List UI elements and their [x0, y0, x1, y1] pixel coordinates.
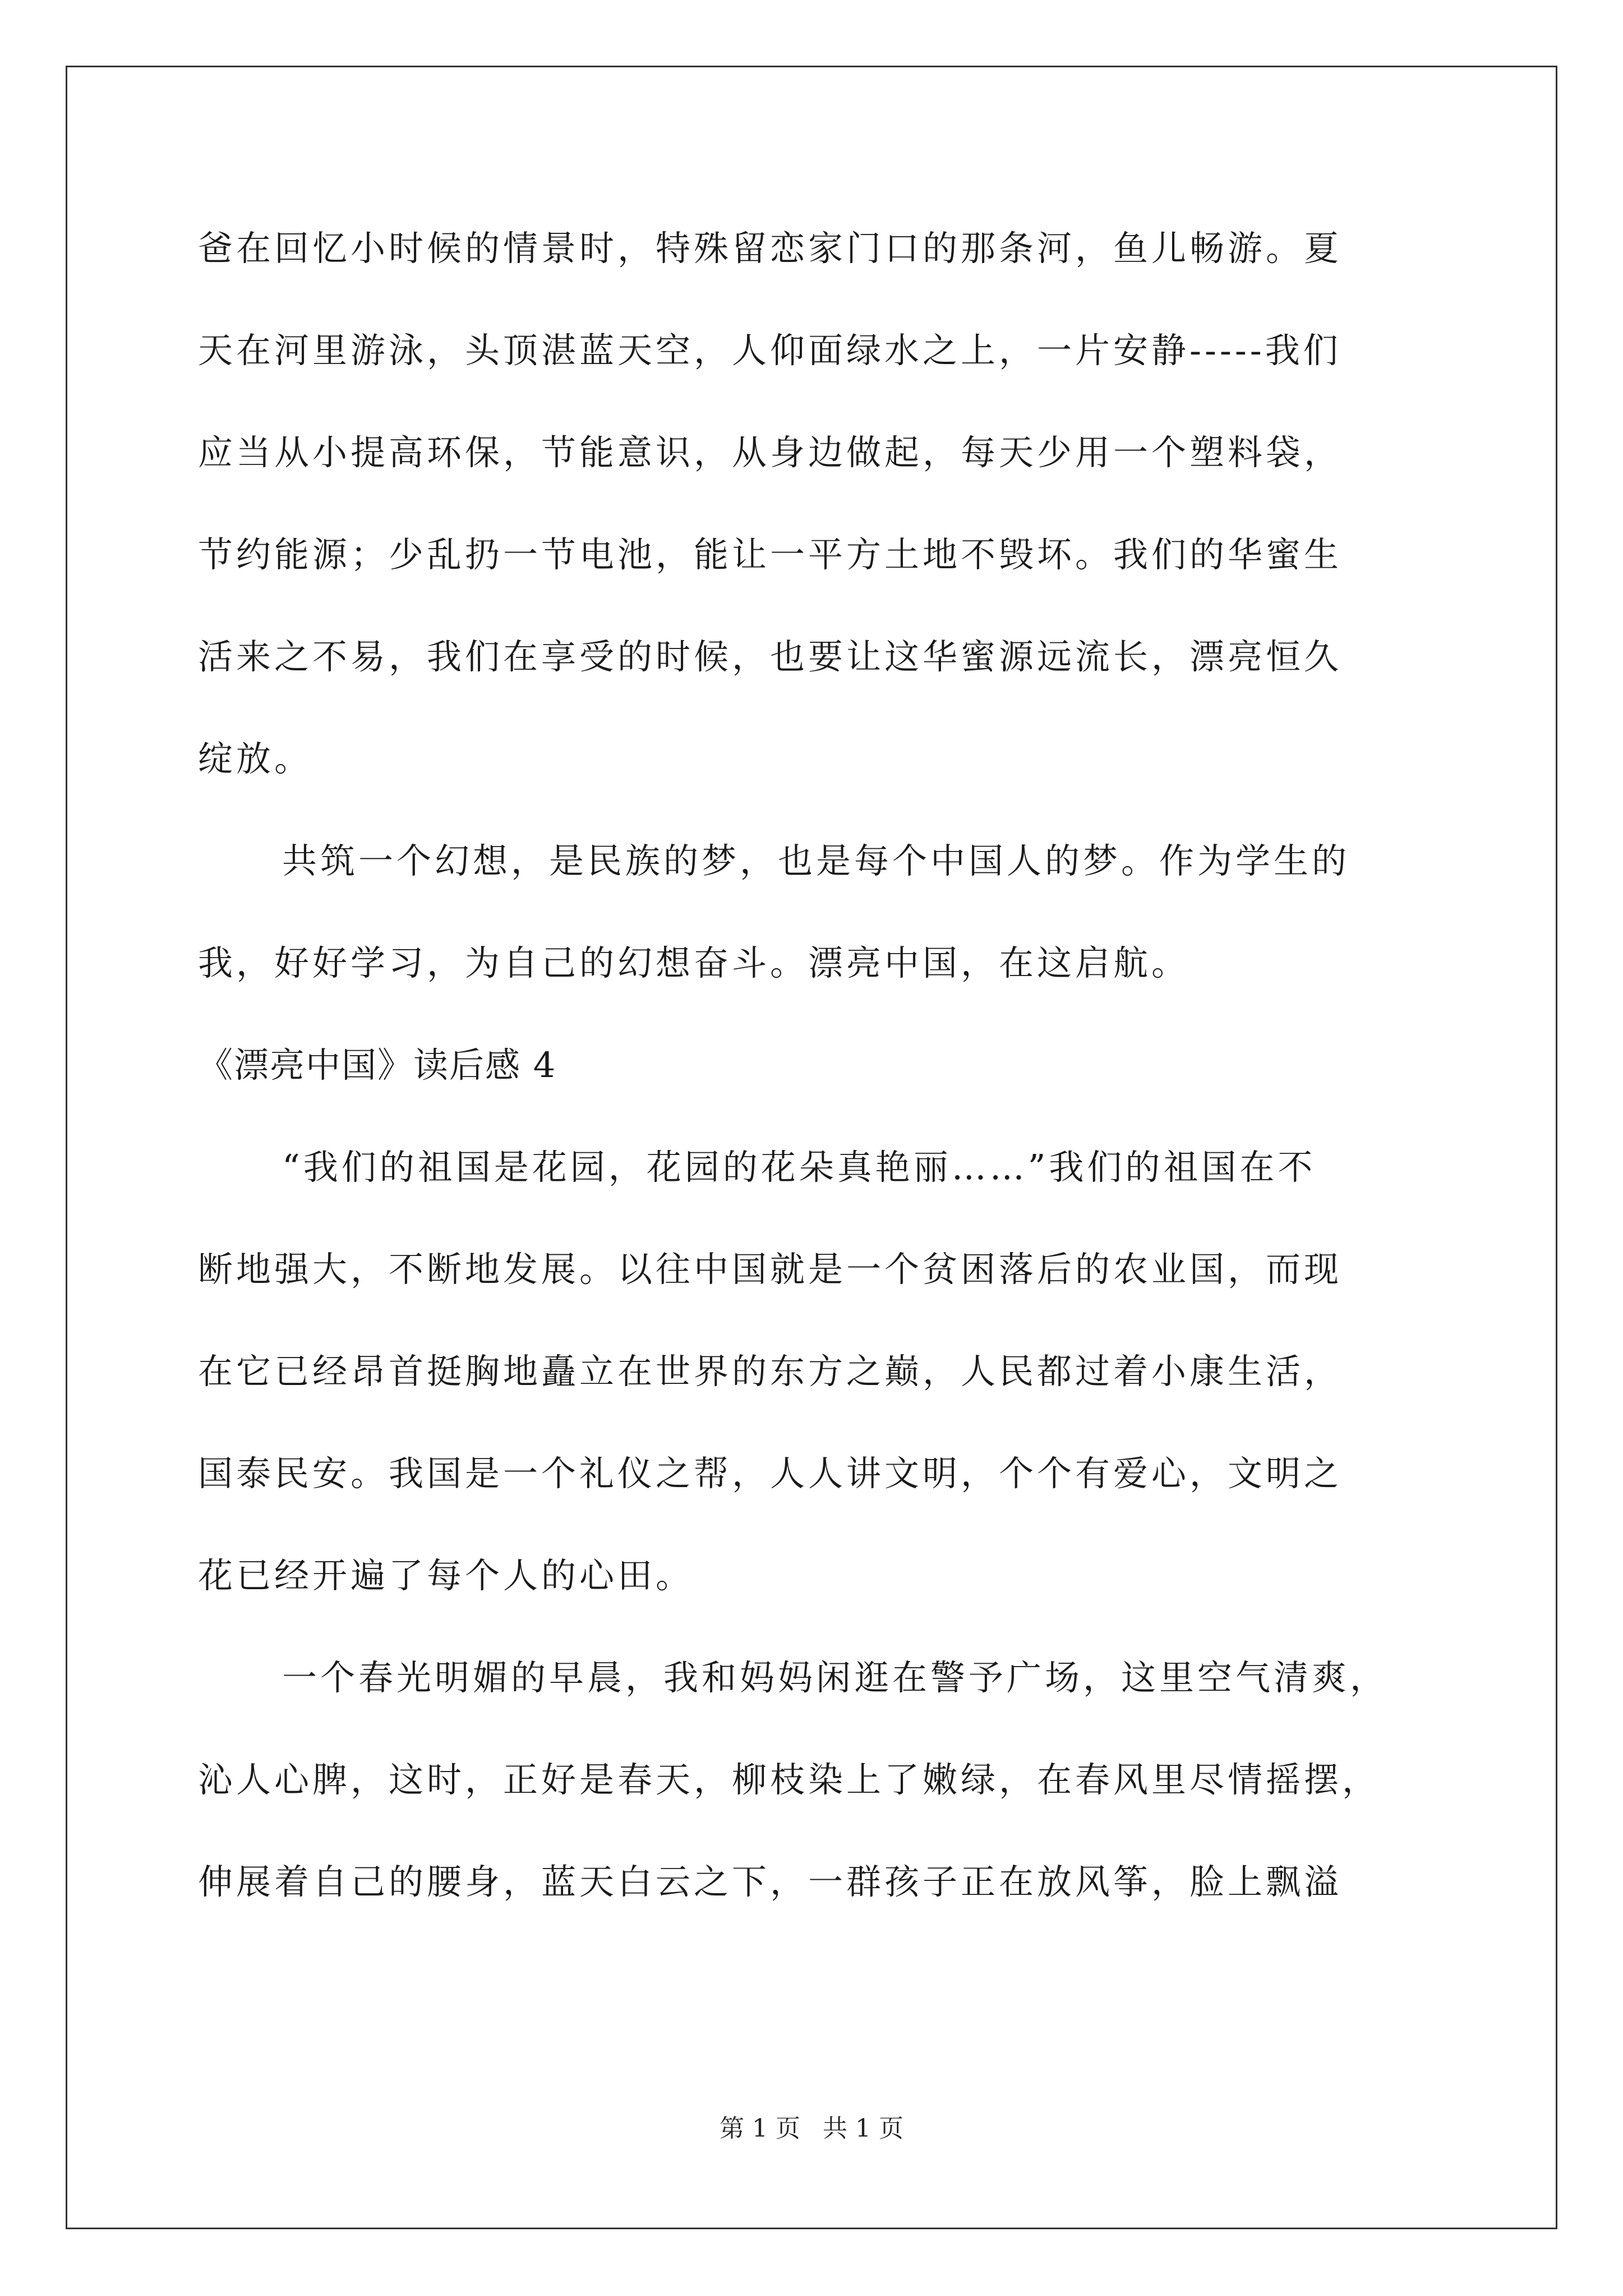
- text-line-12: 在它已经昂首挺胸地矗立在世界的东方之巅，人民都过着小康生活，: [198, 1351, 1343, 1392]
- text-line-7: 共筑一个幻想，是民族的梦，也是每个中国人的梦。作为学生的: [282, 840, 1350, 881]
- text-line-15: 一个春光明媚的早晨，我和妈妈闲逛在警予广场，这里空气清爽，: [282, 1657, 1389, 1698]
- page-number-current: 第 1 页: [720, 2114, 800, 2143]
- page-footer: [0, 2108, 1623, 2144]
- text-line-8: 我，好好学习，为自己的幻想奋斗。漂亮中国，在这启航。: [198, 942, 1190, 983]
- document-body: [198, 197, 1454, 1933]
- text-line-13: 国泰民安。我国是一个礼仪之帮，人人讲文明，个个有爱心，文明之: [198, 1453, 1343, 1494]
- text-line-3: 应当从小提高环保，节能意识，从身边做起，每天少用一个塑料袋，: [198, 432, 1343, 473]
- text-line-6: 绽放。: [198, 738, 313, 779]
- text-line-11: 断地强大，不断地发展。以往中国就是一个贫困落后的农业国，而现: [198, 1249, 1343, 1290]
- text-line-10: “我们的祖国是花园，花园的花朵真艳丽……”我们的祖国在不: [282, 1147, 1316, 1188]
- text-line-2: 天在河里游泳，头顶湛蓝天空，人仰面绿水之上，一片安静-----我们: [198, 330, 1341, 371]
- text-line-16: 沁人心脾，这时，正好是春天，柳枝染上了嫩绿，在春风里尽情摇摆，: [198, 1759, 1381, 1800]
- text-line-4: 节约能源；少乱扔一节电池，能让一平方土地不毁坏。我们的华蜜生: [198, 534, 1343, 575]
- text-line-5: 活来之不易，我们在享受的时候，也要让这华蜜源远流长，漂亮恒久: [198, 636, 1343, 677]
- text-line-14: 花已经开遍了每个人的心田。: [198, 1555, 694, 1596]
- section-heading: 《漂亮中国》读后感 4: [198, 1045, 557, 1085]
- text-line-17: 伸展着自己的腰身，蓝天白云之下，一群孩子正在放风筝，脸上飘溢: [198, 1861, 1343, 1902]
- page-number-total: 共 1 页: [823, 2114, 903, 2143]
- text-line-1: 爸在回忆小时候的情景时，特殊留恋家门口的那条河，鱼儿畅游。夏: [198, 228, 1343, 269]
